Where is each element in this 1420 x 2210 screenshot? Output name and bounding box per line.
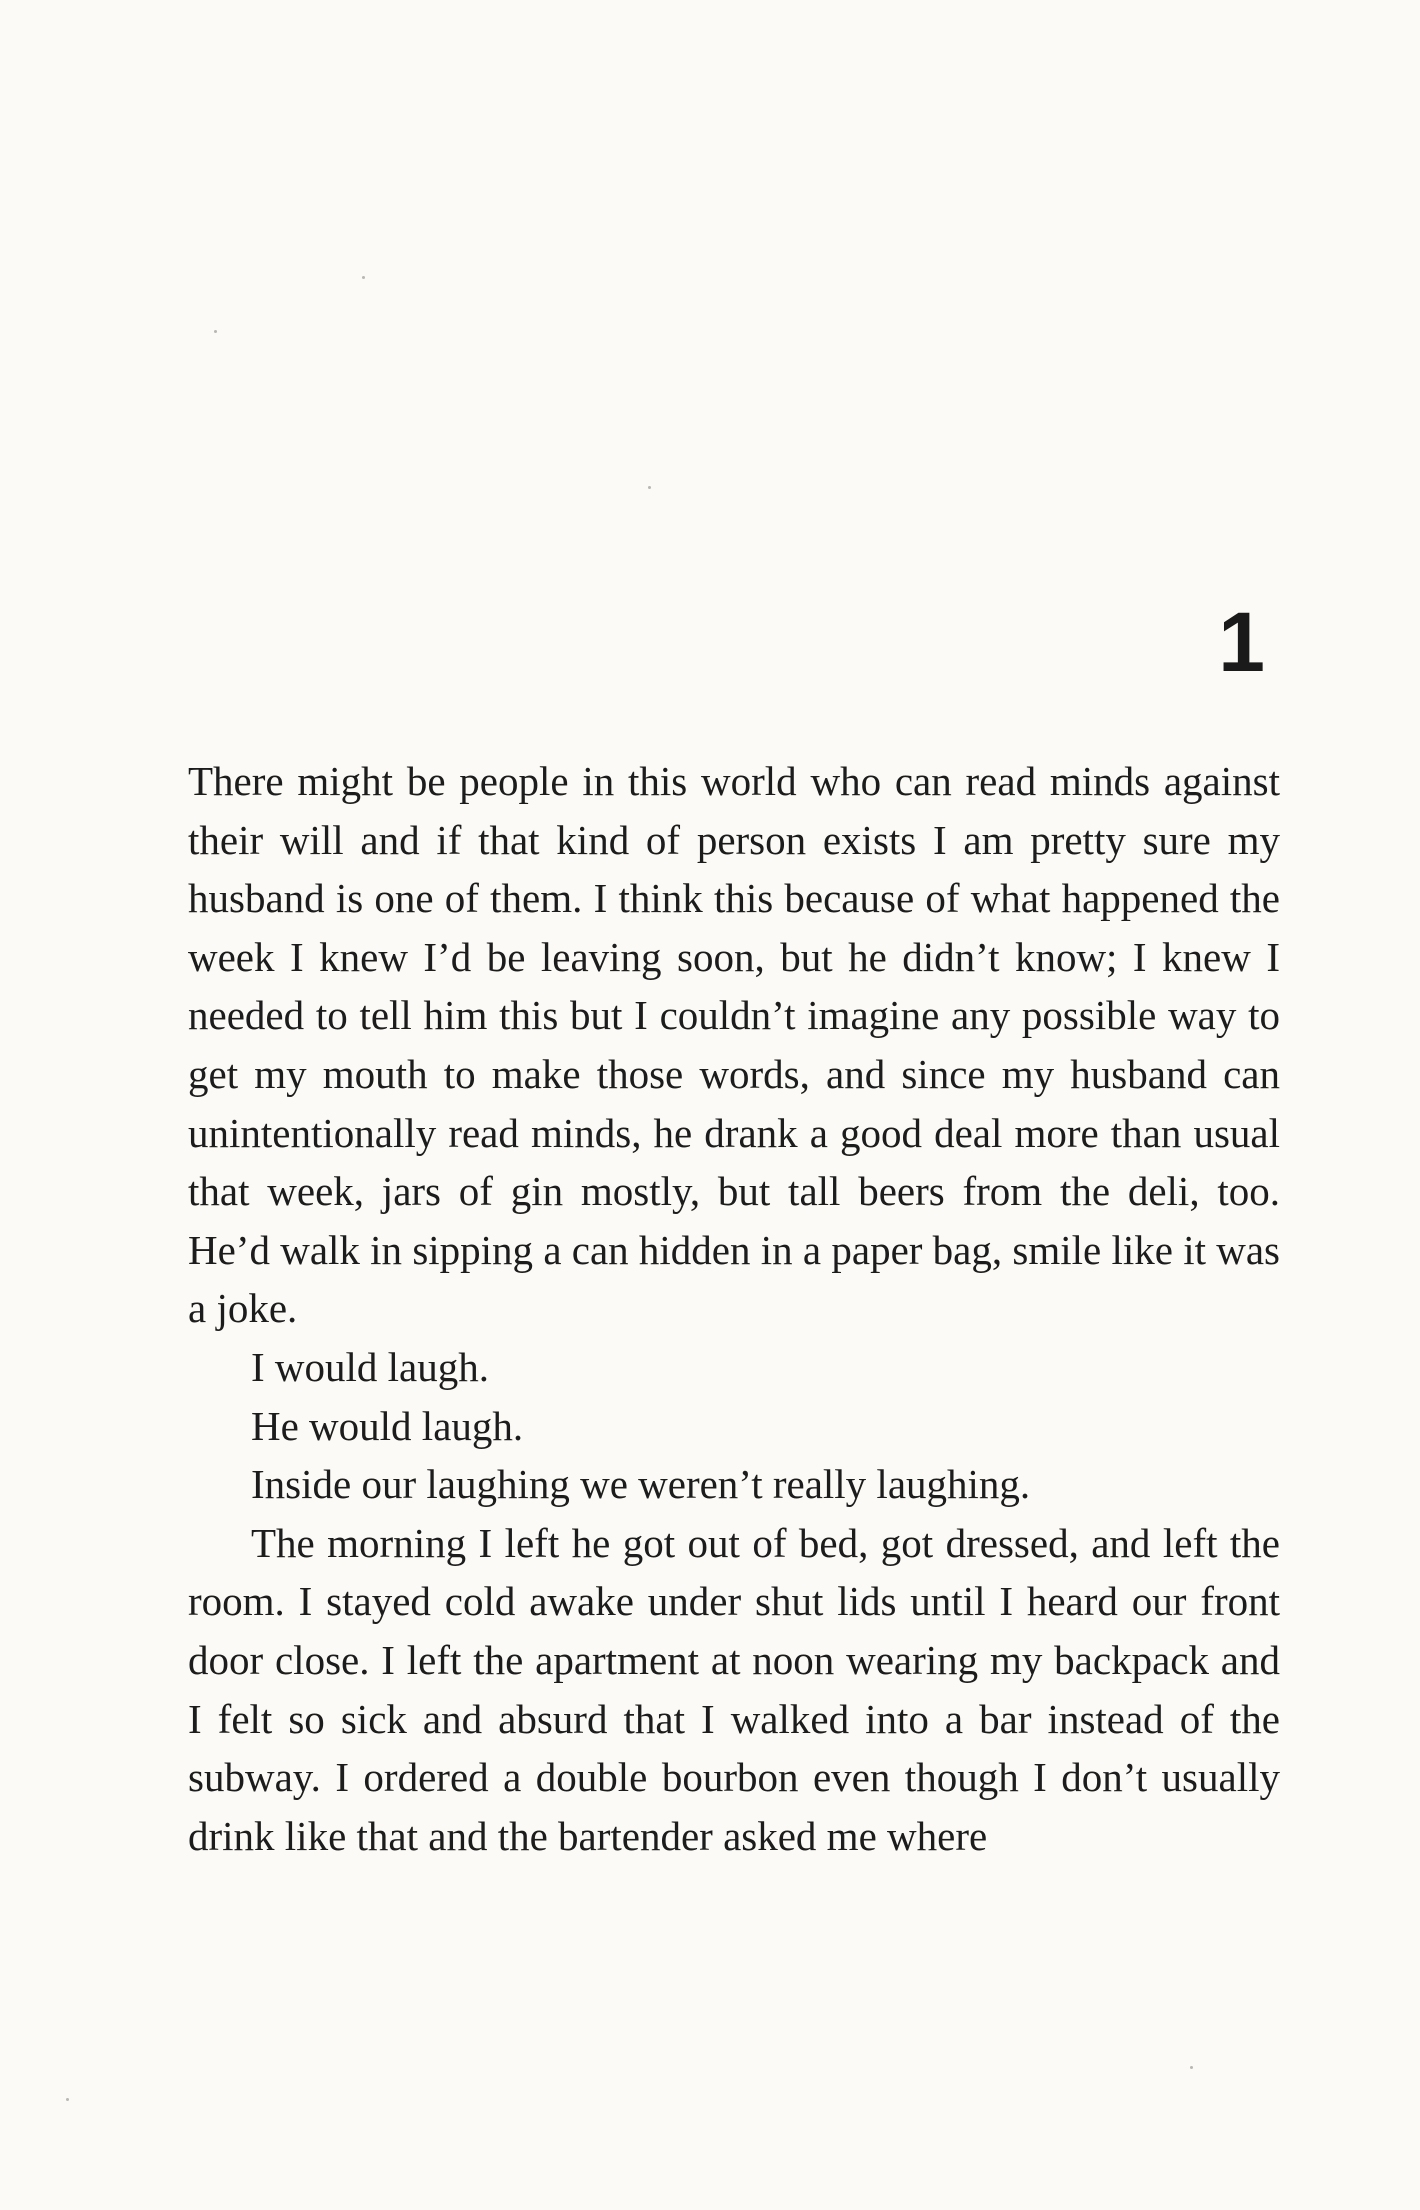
- paragraph: Inside our laughing we weren’t really laughing.: [251, 1461, 1031, 1508]
- paper-speck: [362, 276, 365, 279]
- paragraph: I would laugh.: [251, 1343, 489, 1390]
- paper-speck: [66, 2098, 69, 2101]
- chapter-number: 1: [1218, 595, 1265, 689]
- paragraph: There might be people in this world who can read minds against their will and if that kind of person exists I am pretty sure my husband is one of them. I think this because of what happened the week I knew I’d be leaving soon, but he didn’t know; I knew I needed to tell him this but I couldn’t imagine any possible way to get my mouth to make those words, and since my husband can unintentionally read minds, he drank a good deal more than usual that week, jars of gin mostly, but tall beers from the deli, too. He’d walk in sipping a can hidden in a paper bag, smile like it was a joke.: [188, 758, 1280, 1332]
- paragraph: The morning I left he got out of bed, got dressed, and left the room. I stayed cold awake under shut lids until I heard our front door close. I left the apartment at noon wearing my backpack and I felt so sick and absurd that I walked into a bar instead of the subway. I ordered a double bourbon even though I don’t usually drink like that and the bartender asked me where: [188, 1519, 1280, 1859]
- paper-speck: [1190, 2066, 1193, 2069]
- paper-speck: [648, 486, 651, 489]
- paragraph: He would laugh.: [251, 1402, 524, 1449]
- body-text: [188, 752, 1280, 1865]
- paper-speck: [214, 330, 217, 333]
